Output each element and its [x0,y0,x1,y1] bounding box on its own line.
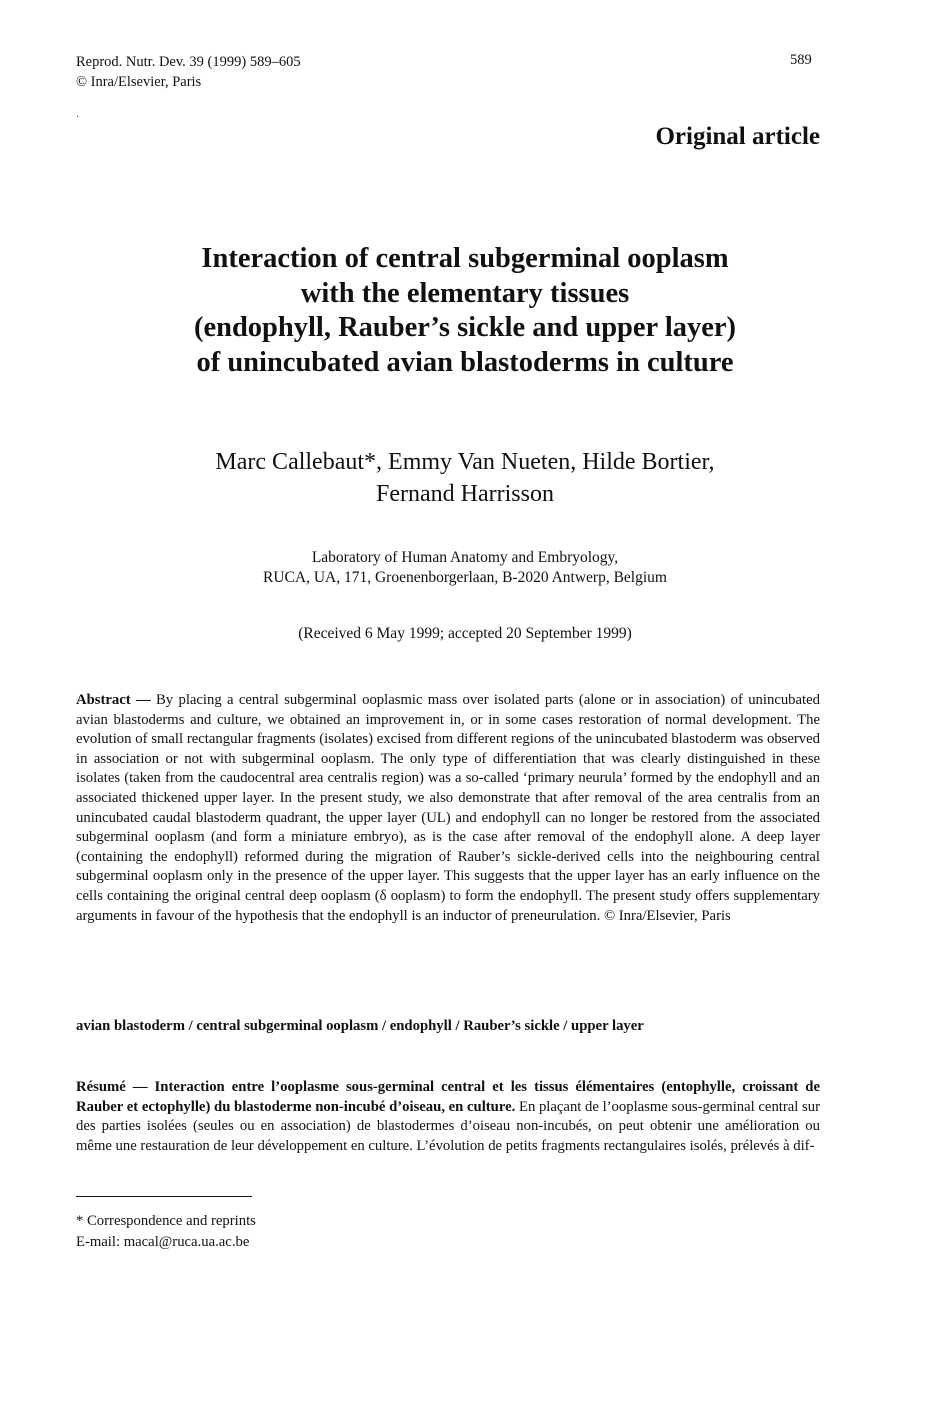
abstract-label: Abstract — [76,692,151,708]
abstract-text: By placing a central subgerminal ooplasmic mass over isolated parts (alone or in association) of unincubated avian blastoderms and culture, we obtained an improvement in, or in some cases restoration of normal development. The evolution of small rectangular fragments (isolates) excised from different regions of the unincubated blastoderm was observed in association or not with subgerminal ooplasm. The only type of differentiation that was clearly distinguished in these isolates (taken from the caudocentral area centralis region) was a so-called ‘primary neurula’ formed by the endophyll and an associated thickened upper layer. In the present study, we also demonstrate that after removal of the area centralis from an unincubated caudal blastoderm quadrant, the upper layer (UL) and endophyll can no longer be restored from the associated subgerminal ooplasm (and form a miniature embryo), as is the case after removal of the endophyll alone. A deep layer (containing the endophyll) reformed during the migration of Rauber’s sickle-derived cells into the neighbouring central subgerminal ooplasm only in the presence of the upper layer. This suggests that the upper layer has an early influence on the cells containing the original central deep ooplasm (δ ooplasm) to form the endophyll. The present study offers supplementary arguments in favour of the hypothesis that the endophyll is an inductor of preneurulation. © Inra/Elsevier, Paris [76,692,820,924]
journal-reference: Reprod. Nutr. Dev. 39 (1999) 589–605 [76,54,301,70]
author-line: Fernand Harrisson [376,481,554,507]
copyright-line: © Inra/Elsevier, Paris [76,74,202,90]
received-dates: (Received 6 May 1999; accepted 20 September 1999) [298,625,632,642]
margin-mark: · [76,112,80,123]
journal-citation [76,52,301,92]
footnote [76,1211,256,1253]
page-number: 589 [790,52,812,68]
affiliation [60,548,870,588]
email-note: E-mail: macal@ruca.ua.ac.be [76,1234,250,1250]
title-line: Interaction of central subgerminal ooplasm [201,243,729,274]
resume [76,1078,820,1156]
author-list [60,446,870,510]
article-type-heading: Original article [655,123,820,150]
title-line: of unincubated avian blastoderms in culture [196,346,734,378]
title-line: (endophyll, Rauber’s sickle and upper layer) [193,312,737,343]
correspondence-note: * Correspondence and reprints [76,1213,256,1229]
keywords: avian blastoderm / central subgerminal ooplasm / endophyll / Rauber’s sickle / upper layer [76,1018,644,1034]
title-line: with the elementary tissues [300,277,630,309]
abstract [76,691,820,926]
footnote-rule [76,1196,252,1197]
paper-title [60,242,870,380]
affiliation-line: RUCA, UA, 171, Groenenborgerlaan, B-2020 Antwerp, Belgium [263,569,667,586]
resume-text: En plaçant de l’ooplasme sous-germinal central sur des parties isolées (seules ou en association) de blastodermes d’oiseau non-incubés, on peut obtenir une amélioration ou même une restauration de leur développement en culture. L’évolution de petits fragments rectangulaires isolés, prélevés à dif- [76,1098,820,1154]
author-line: Marc Callebaut*, Emmy Van Nueten, Hilde Bortier, [215,449,715,475]
resume-heading: Résumé — Interaction entre l’ooplasme sous-germinal central et les tissus élémentaires (entophylle, croissant de Rauber et ectophylle) du blastoderme non-incubé d’oiseau, en culture. [76,1079,820,1115]
affiliation-line: Laboratory of Human Anatomy and Embryology, [311,549,619,566]
